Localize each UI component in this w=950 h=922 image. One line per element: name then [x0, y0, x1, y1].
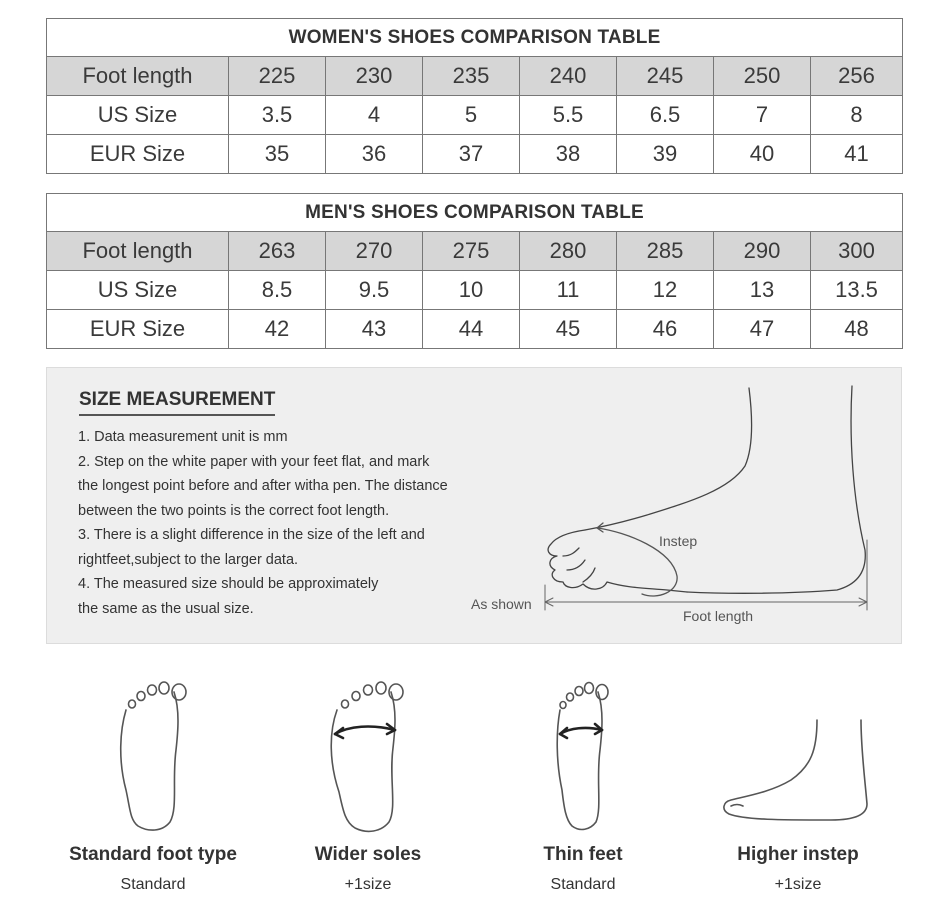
men-table-title: MEN'S SHOES COMPARISON TABLE: [47, 194, 903, 232]
women-eur-size-cell: 35: [229, 135, 326, 174]
women-eur-size-cell: 36: [326, 135, 423, 174]
men-foot-length-cell: 275: [423, 232, 520, 271]
women-eur-size-cell: 37: [423, 135, 520, 174]
foot-type-wider-soles: [261, 670, 475, 910]
foot-type-standard: [46, 670, 260, 910]
as-shown-label: As shown: [471, 596, 532, 612]
instruction-line: the same as the usual size.: [78, 600, 254, 617]
men-eur-size-cell: 46: [617, 310, 714, 349]
men-eur-size-cell: 44: [423, 310, 520, 349]
men-eur-size-cell: 43: [326, 310, 423, 349]
women-us-size-cell: 5.5: [520, 96, 617, 135]
women-eur-size-cell: 41: [811, 135, 903, 174]
men-us-size-cell: 10: [423, 271, 520, 310]
instruction-line: the longest point before and after witha pen. The distance: [78, 478, 448, 494]
women-us-size-cell: 7: [714, 96, 811, 135]
wide-sole-foot-icon: [261, 670, 475, 840]
foot-type-thin-feet: [476, 670, 690, 910]
instruction-line: rightfeet,subject to the larger data.: [78, 551, 299, 568]
men-eur-size-cell: 42: [229, 310, 326, 349]
men-us-size-cell: 13: [714, 271, 811, 310]
men-us-size-cell: 11: [520, 271, 617, 310]
foot-length-label: Foot length: [683, 608, 754, 624]
men-eur-size-cell: 48: [811, 310, 903, 349]
women-us-size-cell: 3.5: [229, 96, 326, 135]
instep-label: Instep: [659, 533, 698, 549]
men-eur-size-cell: 45: [520, 310, 617, 349]
men-us-size-label: US Size: [47, 271, 229, 310]
women-us-size-cell: 4: [326, 96, 423, 135]
women-foot-length-cell: 230: [326, 57, 423, 96]
women-us-size-label: US Size: [47, 96, 229, 135]
foot-type-name: Thin feet: [543, 844, 623, 865]
men-foot-length-label: Foot length: [47, 232, 229, 271]
heel-outline: [687, 386, 865, 593]
thin-foot-icon: [476, 670, 690, 840]
instruction-line: 2. Step on the white paper with your feet flat, and mark: [78, 453, 430, 470]
men-foot-length-cell: 270: [326, 232, 423, 271]
women-foot-length-cell: 245: [617, 57, 714, 96]
women-eur-size-label: EUR Size: [47, 135, 229, 174]
instruction-line: 1. Data measurement unit is mm: [78, 429, 288, 445]
men-foot-length-cell: 290: [714, 232, 811, 271]
standard-foot-icon: [46, 670, 260, 840]
instep-outline: [585, 388, 752, 530]
men-us-size-cell: 9.5: [326, 271, 423, 310]
women-us-size-cell: 5: [423, 96, 520, 135]
women-eur-size-cell: 39: [617, 135, 714, 174]
women-foot-length-cell: 256: [811, 57, 903, 96]
women-eur-size-cell: 40: [714, 135, 811, 174]
size-measurement-title: SIZE MEASUREMENT: [79, 389, 275, 416]
instruction-line: 4. The measured size should be approximately: [78, 576, 379, 592]
measurement-instructions: [78, 425, 508, 621]
men-foot-length-cell: 280: [520, 232, 617, 271]
men-us-size-cell: 8.5: [229, 271, 326, 310]
foot-type-name: Standard foot type: [69, 844, 237, 865]
men-foot-length-cell: 285: [617, 232, 714, 271]
men-us-size-cell: 13.5: [811, 271, 903, 310]
foot-types-row: [46, 670, 902, 910]
instruction-line: 3. There is a slight difference in the size of the left and: [78, 527, 425, 543]
women-foot-length-cell: 235: [423, 57, 520, 96]
women-us-size-cell: 8: [811, 96, 903, 135]
men-us-size-cell: 12: [617, 271, 714, 310]
foot-type-note: Standard: [550, 876, 616, 893]
foot-type-note: +1size: [774, 876, 822, 893]
women-foot-length-cell: 250: [714, 57, 811, 96]
foot-measurement-diagram: [467, 380, 897, 630]
foot-type-name: Higher instep: [737, 844, 859, 865]
women-size-table: [46, 18, 903, 174]
instruction-line: between the two points is the correct foot length.: [78, 502, 390, 519]
men-foot-length-cell: 263: [229, 232, 326, 271]
men-eur-size-label: EUR Size: [47, 310, 229, 349]
men-foot-length-cell: 300: [811, 232, 903, 271]
high-instep-foot-icon: [691, 670, 905, 840]
women-foot-length-cell: 240: [520, 57, 617, 96]
men-eur-size-cell: 47: [714, 310, 811, 349]
foot-type-higher-instep: [691, 670, 905, 910]
women-foot-length-label: Foot length: [47, 57, 229, 96]
women-eur-size-cell: 38: [520, 135, 617, 174]
foot-type-note: +1size: [344, 876, 392, 893]
women-us-size-cell: 6.5: [617, 96, 714, 135]
men-size-table: [46, 193, 903, 349]
foot-type-name: Wider soles: [314, 844, 422, 865]
women-foot-length-cell: 225: [229, 57, 326, 96]
women-table-title: WOMEN'S SHOES COMPARISON TABLE: [47, 19, 903, 57]
size-measurement-panel: [46, 367, 902, 644]
foot-type-note: Standard: [120, 876, 186, 893]
